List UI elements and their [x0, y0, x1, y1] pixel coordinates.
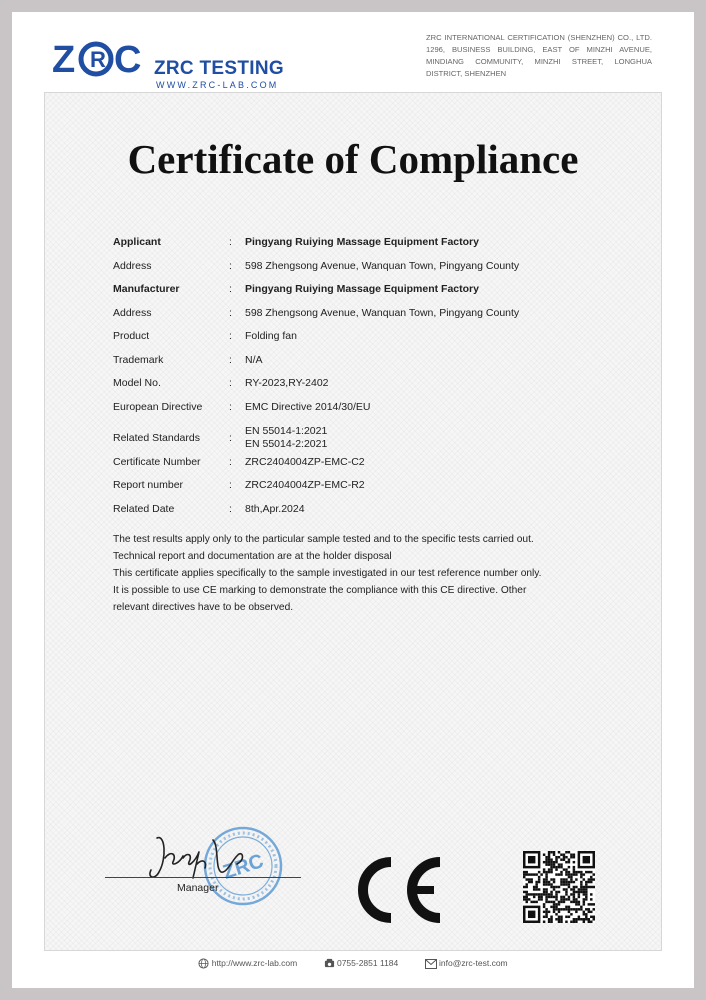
field-label: European Directive: [113, 400, 203, 413]
svg-text:C: C: [114, 39, 142, 81]
field-label: Trademark: [113, 353, 164, 366]
brand-name: ZRC TESTING: [154, 58, 284, 79]
footer-email: [425, 958, 508, 968]
field-value: ZRC2404004ZP-EMC-C2: [245, 455, 365, 468]
field-label: Applicant: [113, 236, 161, 248]
certificate-frame: [44, 92, 662, 951]
field-row-european-directive: [113, 401, 633, 422]
zrc-logo: [52, 34, 292, 94]
company-address: ZRC INTERNATIONAL CERTIFICATION (SHENZHEN) CO., LTD. 1296, BUSINESS BUILDING, EAST OF MINZHI AVENUE, MINDIANG COMMUNITY, MINZHI STREET, LONGHUA DISTRICT, SHENZHEN: [426, 33, 652, 78]
svg-text:Z: Z: [52, 39, 76, 81]
field-label: Report number: [113, 479, 184, 491]
field-row-report-number: [113, 479, 633, 503]
note-line: It is possible to use CE marking to demonstrate the compliance with this CE directive. Other: [113, 585, 527, 596]
zrc-logo-mark: [52, 34, 152, 84]
ce-mark: [347, 855, 445, 925]
field-value: [245, 425, 633, 451]
signature-line: [105, 877, 301, 878]
field-label: Certificate Number: [113, 455, 201, 468]
website-text: http://www.zrc-lab.com: [211, 958, 298, 968]
field-label: Address: [113, 259, 152, 272]
field-row-certificate-number: [113, 454, 633, 480]
email-text: info@zrc-test.com: [439, 958, 508, 968]
footer-phone: [324, 958, 401, 968]
field-separator: :: [229, 306, 232, 319]
globe-icon: [198, 958, 209, 969]
field-separator: :: [229, 455, 232, 468]
field-label: Related Standards: [113, 431, 200, 444]
field-value: EMC Directive 2014/30/EU: [245, 400, 371, 413]
field-separator: :: [229, 330, 232, 342]
field-value: ZRC2404004ZP-EMC-R2: [245, 479, 365, 491]
field-value: RY-2023,RY-2402: [245, 377, 329, 389]
field-separator: :: [229, 259, 232, 272]
mail-icon: [425, 959, 437, 969]
note-line: This certificate applies specifically to the sample investigated in our test reference number only.: [113, 568, 542, 579]
field-row-product: [113, 330, 633, 354]
field-row-applicant-address: [113, 260, 633, 284]
field-value: 598 Zhengsong Avenue, Wanquan Town, Pingyang County: [245, 259, 520, 272]
certificate-notes: [113, 531, 593, 616]
field-value: N/A: [245, 353, 263, 366]
field-label: Related Date: [113, 502, 175, 515]
field-value: 598 Zhengsong Avenue, Wanquan Town, Pingyang County: [245, 306, 520, 319]
field-label: Model No.: [113, 377, 161, 389]
field-separator: :: [229, 353, 232, 366]
certificate-title: Certificate of Compliance: [127, 136, 579, 182]
field-value: Pingyang Ruiying Massage Equipment Factory: [245, 283, 479, 295]
field-separator: :: [229, 400, 232, 413]
field-row-related-date: [113, 503, 633, 527]
field-row-manufacturer: [113, 283, 633, 307]
manager-signature: [143, 828, 253, 888]
standard-line: EN 55014-2:2021: [245, 437, 328, 450]
manager-label: Manager: [177, 882, 219, 894]
note-line: relevant directives have to be observed.: [113, 602, 294, 613]
field-separator: :: [229, 236, 232, 248]
note-line: The test results apply only to the particular sample tested and to the specific tests carried out.: [113, 534, 534, 545]
stamp-text: ZRC: [220, 850, 267, 884]
field-value: Pingyang Ruiying Massage Equipment Factory: [245, 236, 479, 248]
field-separator: :: [229, 479, 232, 491]
field-row-applicant: [113, 236, 633, 260]
field-row-related-standards: [113, 422, 633, 454]
field-row-manufacturer-address: [113, 307, 633, 331]
field-row-model-no: [113, 377, 633, 401]
field-separator: :: [229, 502, 232, 515]
standard-line: EN 55014-1:2021: [245, 424, 328, 437]
field-separator: :: [229, 283, 232, 295]
field-label: Address: [113, 306, 152, 319]
qr-code: [523, 851, 595, 923]
field-separator: :: [229, 377, 232, 389]
signature-area: [105, 818, 305, 928]
field-separator: :: [229, 431, 232, 444]
footer-website: [198, 958, 299, 968]
footer-contacts: [12, 958, 694, 969]
note-line: Technical report and documentation are at the holder disposal: [113, 551, 392, 562]
svg-text:R: R: [90, 47, 106, 72]
phone-text: 0755-2851 1184: [336, 958, 399, 968]
phone-icon: [324, 958, 335, 969]
certificate-fields: [113, 236, 633, 526]
field-value: Folding fan: [245, 330, 297, 342]
certificate-page: [12, 12, 694, 988]
field-label: Manufacturer: [113, 283, 180, 295]
field-value: 8th,Apr.2024: [245, 502, 305, 515]
brand-website: WWW.ZRC-LAB.COM: [156, 80, 279, 90]
field-row-trademark: [113, 354, 633, 378]
field-label: Product: [113, 330, 150, 342]
